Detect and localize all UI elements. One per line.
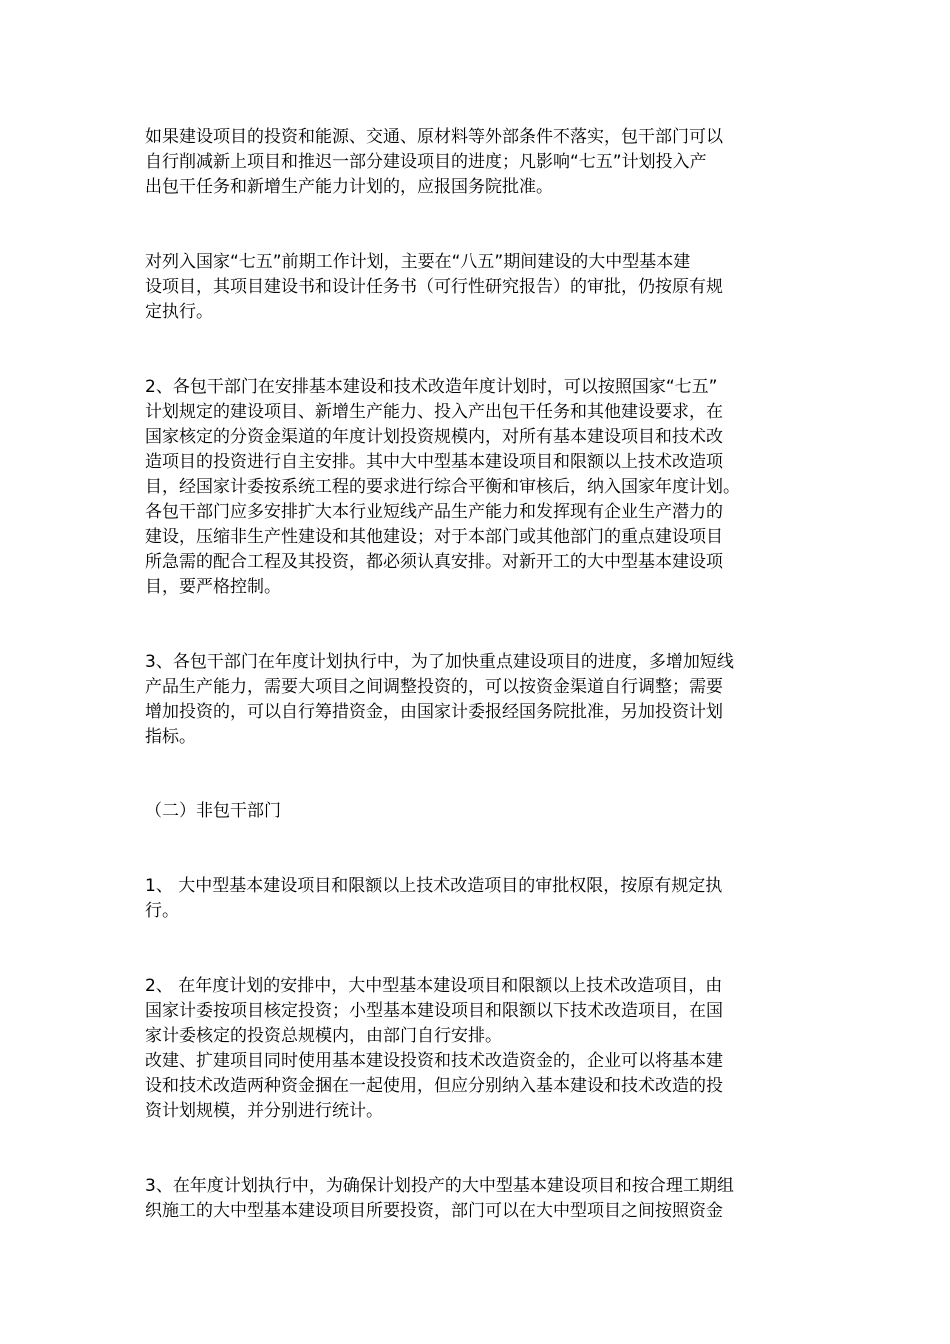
paragraph-preliminary-work (145, 250, 825, 325)
text-line: 定执行。 (145, 302, 213, 322)
text-line: 家计委核定的投资总规模内，由部门自行安排。 (145, 1026, 502, 1046)
text-line: 自行削减新上项目和推迟一部分建设项目的进度；凡影响“七五”计划投入产 (145, 152, 707, 172)
text-line: 织施工的大中型基本建设项目所要投资，部门可以在大中型项目之间按照资金 (145, 1201, 723, 1221)
paragraph-item-3-execution (145, 650, 825, 750)
text-line: 3、各包干部门在年度计划执行中，为了加快重点建设项目的进度，多增加短线 (145, 652, 734, 672)
paragraph-item-2-arrangement (145, 974, 825, 1124)
text-line: （二）非包干部门 (145, 801, 281, 821)
paragraph-item-1-approval (145, 874, 825, 924)
text-line: 2、 在年度计划的安排中，大中型基本建设项目和限额以上技术改造项目，由 (145, 976, 723, 996)
text-line: 1、 大中型基本建设项目和限额以上技术改造项目的审批权限，按原有规定执 (145, 876, 723, 896)
text-line: 目，经国家计委按系统工程的要求进行综合平衡和审核后，纳入国家年度计划。 (145, 477, 740, 497)
text-line: 行。 (145, 901, 179, 921)
text-line: 如果建设项目的投资和能源、交通、原材料等外部条件不落实，包干部门可以 (145, 127, 723, 147)
text-line: 建设，压缩非生产性建设和其他建设；对于本部门或其他部门的重点建设项目 (145, 527, 723, 547)
text-line: 指标。 (145, 727, 196, 747)
text-line: 设项目，其项目建设书和设计任务书（可行性研究报告）的审批，仍按原有规 (145, 277, 723, 297)
text-line: 资计划规模，并分别进行统计。 (145, 1101, 383, 1121)
text-line: 2、各包干部门在安排基本建设和技术改造年度计划时，可以按照国家“七五” (145, 377, 718, 397)
text-line: 计划规定的建设项目、新增生产能力、投入产出包干任务和其他建设要求，在 (145, 402, 723, 422)
text-line: 各包干部门应多安排扩大本行业短线产品生产能力和发挥现有企业生产潜力的 (145, 502, 723, 522)
text-line: 目，要严格控制。 (145, 577, 281, 597)
text-line: 改建、扩建项目同时使用基本建设投资和技术改造资金的，企业可以将基本建 (145, 1051, 723, 1071)
paragraph-item-3-investment (145, 1174, 825, 1224)
text-line: 国家计委按项目核定投资；小型基本建设项目和限额以下技术改造项目，在国 (145, 1001, 723, 1021)
text-line: 出包干任务和新增生产能力计划的，应报国务院批准。 (145, 177, 553, 197)
text-line: 设和技术改造两种资金捆在一起使用，但应分别纳入基本建设和技术改造的投 (145, 1076, 723, 1096)
text-line: 对列入国家“七五”前期工作计划，主要在“八五”期间建设的大中型基本建 (145, 252, 691, 272)
text-line: 产品生产能力，需要大项目之间调整投资的，可以按资金渠道自行调整；需要 (145, 677, 723, 697)
text-line: 国家核定的分资金渠道的年度计划投资规模内，对所有基本建设项目和技术改 (145, 427, 723, 447)
text-line: 造项目的投资进行自主安排。其中大中型基本建设项目和限额以上技术改造项 (145, 452, 723, 472)
text-line: 增加投资的，可以自行筹措资金，由国家计委报经国务院批准，另加投资计划 (145, 702, 723, 722)
paragraph-item-2-annual-plan (145, 375, 825, 600)
paragraph-external-conditions (145, 125, 825, 200)
text-line: 3、在年度计划执行中，为确保计划投产的大中型基本建设项目和按合理工期组 (145, 1176, 734, 1196)
text-line: 所急需的配合工程及其投资，都必须认真安排。对新开工的大中型基本建设项 (145, 552, 723, 572)
section-heading-non-contract-departments (145, 799, 825, 824)
